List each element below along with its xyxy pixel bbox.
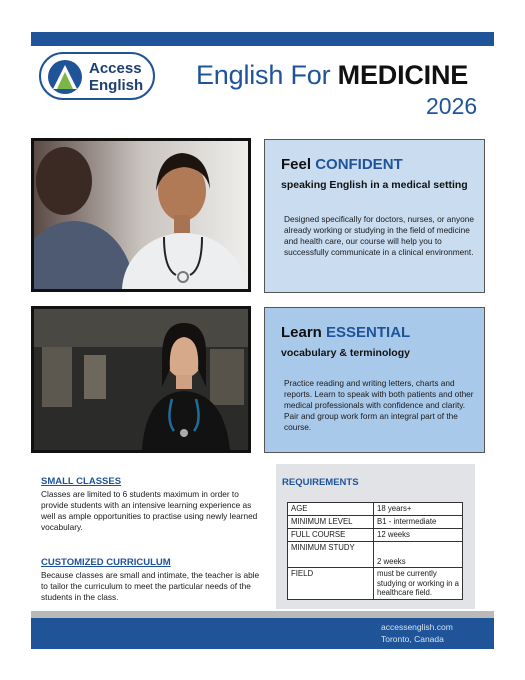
table-row — [288, 516, 463, 529]
logo-wordmark — [89, 60, 143, 94]
table-row — [288, 568, 463, 600]
confident-card-title-lead: Feel — [281, 156, 316, 173]
page-title — [196, 60, 468, 91]
requirement-label: MINIMUM STUDY — [288, 542, 374, 568]
requirements-panel — [276, 464, 475, 609]
confident-card-title-accent: CONFIDENT — [315, 156, 403, 173]
table-row — [288, 503, 463, 516]
curriculum-heading: CUSTOMIZED CURRICULUM — [41, 557, 171, 568]
confident-card-body: Designed specifically for doctors, nurses, or anyone already working or studying in the field of medicine and health care, our course will help you to successfully communicate in a clinical environment. — [284, 214, 475, 257]
small-classes-body: Classes are limited to 6 students maximum in order to provide students with an intensive learning experience as well as ample opportunities to practise using newly learned vocabulary. — [41, 489, 258, 532]
logo-line2: English — [89, 77, 144, 94]
requirement-value: B1 - intermediate — [374, 516, 463, 529]
requirements-table — [287, 502, 463, 600]
confident-card-title — [281, 156, 403, 173]
nurse-photo — [31, 306, 251, 453]
footer-bar — [31, 618, 494, 649]
page-title-strong: MEDICINE — [337, 60, 469, 90]
requirement-value: 18 years+ — [374, 503, 463, 516]
footer-divider — [31, 611, 494, 618]
doctor-photo — [31, 138, 251, 292]
confident-card — [264, 139, 485, 293]
logo-line1: Access — [89, 60, 142, 77]
top-banner-bar — [31, 32, 494, 46]
requirement-label: AGE — [288, 503, 374, 516]
essential-card — [264, 307, 485, 453]
requirement-label: FULL COURSE — [288, 529, 374, 542]
small-classes-section — [41, 476, 261, 533]
essential-card-body: Practice reading and writing letters, charts and reports. Learn to speak with both patients and other medical professionals with confidence and clarity. Pair and group work form an integral part of the course. — [284, 378, 474, 432]
table-row — [288, 542, 463, 568]
requirement-value: 12 weeks — [374, 529, 463, 542]
page-year: 2026 — [426, 93, 478, 119]
essential-card-subtitle: vocabulary & terminology — [281, 347, 410, 359]
footer-location: Toronto, Canada — [381, 634, 444, 644]
curriculum-section — [41, 557, 261, 603]
table-row — [288, 529, 463, 542]
requirements-title: REQUIREMENTS — [282, 477, 359, 488]
essential-card-title-accent: ESSENTIAL — [326, 324, 411, 341]
confident-card-subtitle: speaking English in a medical setting — [281, 179, 468, 191]
essential-card-title — [281, 324, 410, 341]
requirement-value: 2 weeks — [374, 542, 463, 568]
requirement-value: must be currently studying or working in a healthcare field. — [374, 568, 463, 600]
small-classes-heading: SMALL CLASSES — [41, 476, 122, 487]
footer-website-link[interactable]: accessenglish.com — [381, 622, 453, 632]
access-english-logo[interactable] — [39, 52, 155, 100]
requirement-label: FIELD — [288, 568, 374, 600]
requirement-label: MINIMUM LEVEL — [288, 516, 374, 529]
curriculum-body: Because classes are small and intimate, the teacher is able to tailor the curriculum to meet the particular needs of the students in the class. — [41, 570, 260, 602]
essential-card-title-lead: Learn — [281, 324, 327, 341]
page-title-prefix: English For — [196, 60, 338, 90]
logo-mark-icon — [47, 59, 83, 95]
